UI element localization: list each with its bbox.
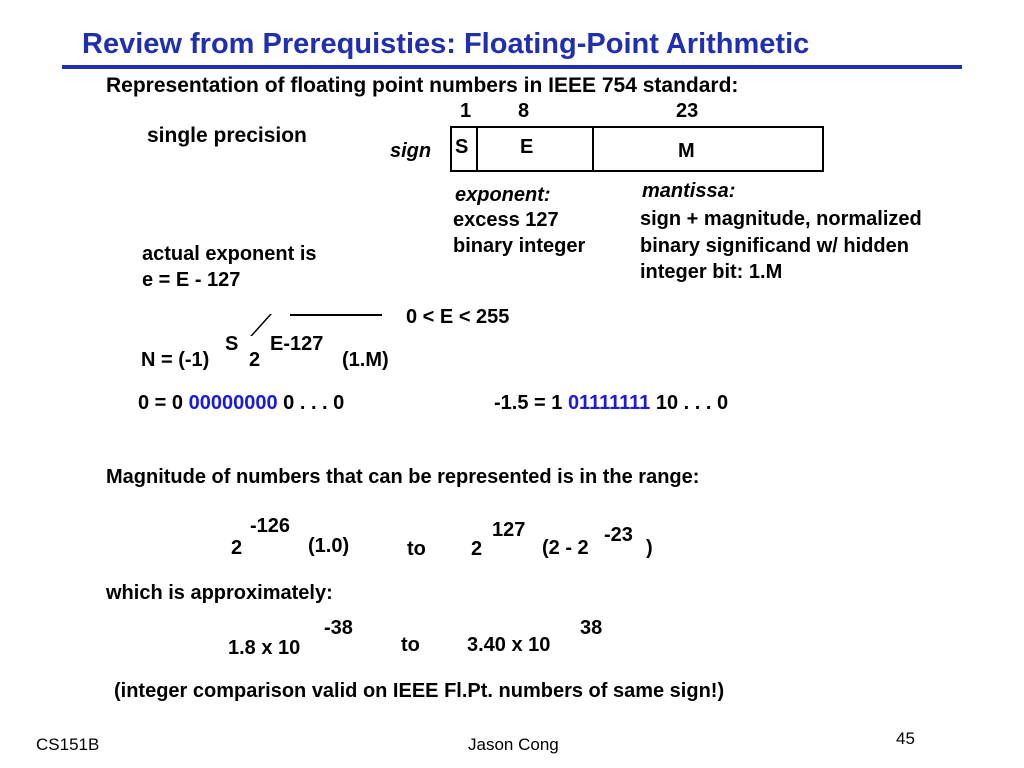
exponent-range: 0 < E < 255 xyxy=(406,306,510,328)
width-mantissa: 23 xyxy=(676,100,699,122)
range1-base: 2 xyxy=(231,537,243,559)
formula-sup-exp: E-127 xyxy=(270,333,324,355)
range1-exp3: -23 xyxy=(604,524,633,546)
actual-exponent-line1: actual exponent is xyxy=(142,243,317,265)
footer-course: CS151B xyxy=(36,735,100,754)
field-s: S xyxy=(455,136,469,158)
example-zero xyxy=(138,392,344,415)
slide-title: Review from Prerequisties: Floating-Point Arithmetic xyxy=(82,28,810,60)
example-zero-exponent: 00000000 xyxy=(188,392,278,414)
range1-base2: 2 xyxy=(471,538,483,560)
exponent-divider xyxy=(592,126,594,170)
example-zero-pre: 0 = 0 xyxy=(138,392,189,414)
formula-lhs: N = (-1) xyxy=(141,349,210,371)
note-text: (integer comparison valid on IEEE Fl.Pt. numbers of same sign!) xyxy=(114,680,725,702)
range2-a: 1.8 x 10 xyxy=(228,637,301,659)
field-m: M xyxy=(678,140,695,162)
range-bracket-slant xyxy=(250,314,272,336)
formula-base: 2 xyxy=(249,349,261,371)
single-precision-label: single precision xyxy=(147,124,307,147)
magnitude-text: Magnitude of numbers that can be represented is in the range: xyxy=(106,466,700,488)
width-exponent: 8 xyxy=(518,100,530,122)
range1-to: to xyxy=(407,538,426,560)
range2-b-exp: 38 xyxy=(580,617,603,639)
range1-tail2b: ) xyxy=(646,537,653,559)
example-neg-post: 10 . . . 0 xyxy=(650,392,729,414)
range1-exp2: 127 xyxy=(492,519,526,541)
mantissa-line3: integer bit: 1.M xyxy=(640,261,783,283)
footer-author: Jason Cong xyxy=(468,735,559,754)
example-zero-post: 0 . . . 0 xyxy=(277,392,345,414)
range-bracket-top xyxy=(290,314,382,316)
actual-exponent-line2: e = E - 127 xyxy=(142,269,241,291)
sign-label: sign xyxy=(390,140,432,162)
range2-a-exp: -38 xyxy=(324,617,353,639)
range2-to: to xyxy=(401,634,420,656)
range1-tail2a: (2 - 2 xyxy=(542,537,589,559)
approx-text: which is approximately: xyxy=(106,582,333,604)
range2-b: 3.40 x 10 xyxy=(467,634,551,656)
exponent-line1: excess 127 xyxy=(453,209,559,231)
formula-tail: (1.M) xyxy=(342,349,389,371)
example-neg-exponent: 01111111 xyxy=(567,392,651,414)
width-sign: 1 xyxy=(460,100,472,122)
example-neg-pre: -1.5 = 1 xyxy=(494,392,568,414)
mantissa-line1: sign + magnitude, normalized xyxy=(640,208,922,230)
title-underline xyxy=(62,65,962,69)
range1-exp: -126 xyxy=(250,515,291,537)
example-neg xyxy=(494,392,728,415)
mantissa-heading: mantissa: xyxy=(642,180,736,202)
range1-tail: (1.0) xyxy=(308,535,350,557)
exponent-heading: exponent: xyxy=(455,184,551,206)
field-e: E xyxy=(520,136,534,158)
sign-divider xyxy=(476,126,478,170)
formula-sup-s: S xyxy=(225,333,239,355)
subtitle: Representation of floating point numbers in IEEE 754 standard: xyxy=(106,74,739,97)
format-box xyxy=(450,126,824,172)
exponent-line2: binary integer xyxy=(453,235,586,257)
mantissa-line2: binary significand w/ hidden xyxy=(640,235,909,257)
slide-number: 45 xyxy=(896,729,915,748)
